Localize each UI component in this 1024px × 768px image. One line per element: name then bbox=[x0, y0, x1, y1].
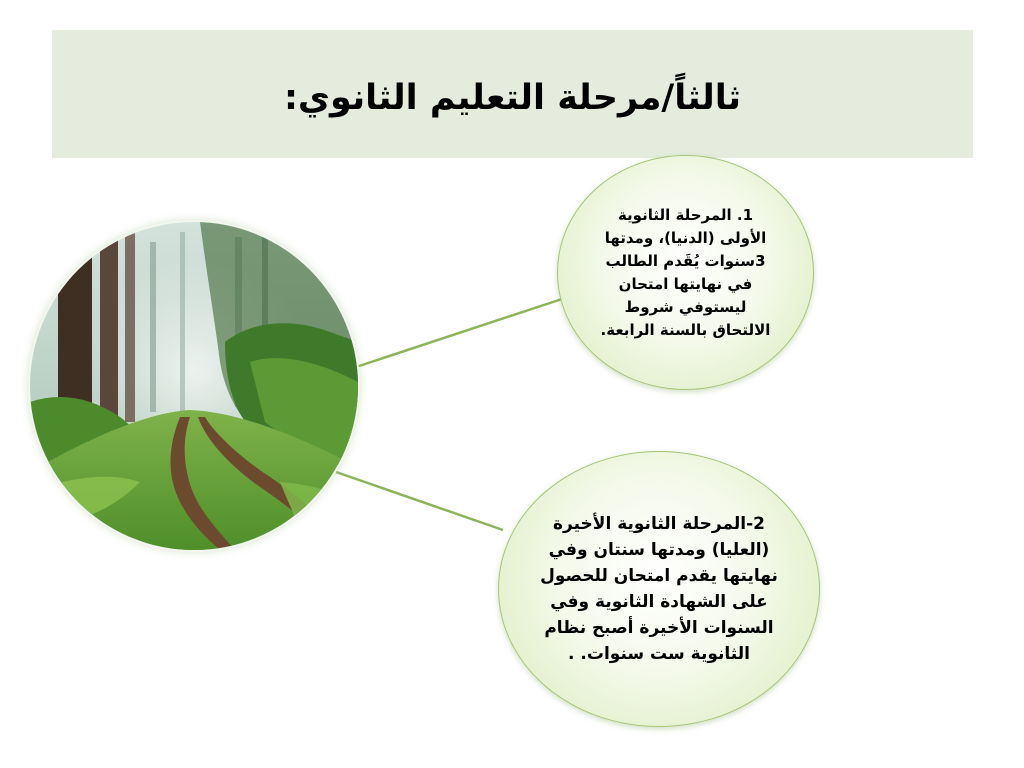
stage-one-bubble bbox=[557, 155, 814, 390]
stage-two-text: 2-المرحلة الثانوية الأخيرة (العليا) ومدتها سنتان وفي نهايتها يقدم امتحان للحصول على الشهادة الثانوية وفي السنوات الأخيرة أصبح نظام الثانوية ست سنوات. . bbox=[540, 514, 778, 664]
forest-path-illustration bbox=[30, 222, 358, 550]
stage-one-text: 1. المرحلة الثانوية الأولى (الدنيا)، ومدتها 3سنوات يُقَدم الطالب في نهايتها امتحان ليستوفي شروط الالتحاق بالسنة الرابعة. bbox=[600, 205, 771, 339]
connector-line-top bbox=[356, 299, 562, 367]
slide-title: ثالثاً/مرحلة التعليم الثانوي: bbox=[283, 78, 742, 118]
forest-path-photo bbox=[30, 222, 358, 550]
connector-line-bottom bbox=[336, 472, 503, 530]
stage-two-bubble bbox=[498, 451, 820, 727]
